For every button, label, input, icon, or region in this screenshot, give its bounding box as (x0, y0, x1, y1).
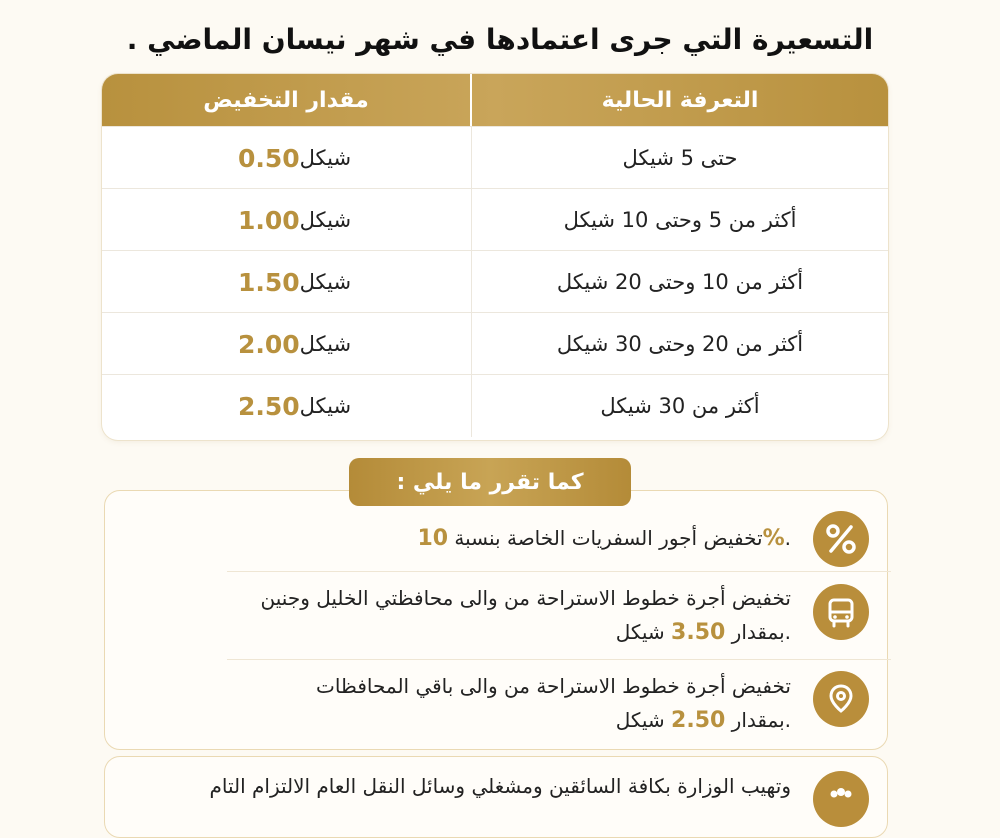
decision-text: بمقدار (725, 620, 785, 644)
column-header-reduction: مقدار التخفيض (203, 87, 369, 113)
decision-text-end: . (784, 526, 791, 550)
column-header-current-fare: التعرفة الحالية (470, 74, 888, 126)
reduction-amount: 2.00 (237, 329, 300, 359)
group-icon (813, 771, 869, 827)
currency-unit: شيكل (299, 270, 352, 294)
currency-unit: شيكل (299, 394, 352, 418)
table-row (102, 374, 888, 437)
current-fare-cell: أكثر من 5 وحتى 10 شيكل (471, 189, 888, 251)
table-header (102, 74, 888, 126)
reduction-cell (102, 313, 471, 375)
table-row (102, 188, 888, 251)
current-fare-cell: حتى 5 شيكل (471, 127, 888, 189)
decision-highlight: 10% (417, 526, 785, 551)
reduction-cell (102, 375, 471, 437)
currency-unit: شيكل (299, 146, 352, 170)
decisions-box (104, 490, 888, 750)
decision-line (261, 615, 791, 650)
section-title: كما تقرر ما يلي : (349, 458, 631, 506)
notice-box (104, 756, 888, 838)
reduction-cell (102, 251, 471, 313)
reduction-amount: 2.50 (237, 391, 300, 421)
reduction-cell (102, 127, 471, 189)
reduction-amount: 1.00 (237, 205, 300, 235)
decision-text-end: شيكل. (615, 708, 791, 732)
divider (227, 571, 891, 572)
fare-reduction-table (102, 74, 888, 440)
reduction-amount: 1.50 (237, 267, 300, 297)
current-fare-cell: أكثر من 20 وحتى 30 شيكل (471, 313, 888, 375)
page-heading: التسعيرة التي جرى اعتمادها في شهر نيسان الماضي . (126, 23, 874, 56)
decision-highlight: 2.50 (671, 708, 726, 733)
table-row (102, 126, 888, 189)
reduction-amount: 0.50 (237, 143, 300, 173)
decision-line: تخفيض أجرة خطوط الاستراحة من والى محافظتي الخليل وجنين (260, 586, 791, 610)
currency-unit: شيكل (299, 208, 352, 232)
current-fare-cell: أكثر من 10 وحتى 20 شيكل (471, 251, 888, 313)
current-fare-cell: أكثر من 30 شيكل (471, 375, 888, 437)
divider (227, 659, 891, 660)
decision-line (316, 703, 791, 738)
reduction-cell (102, 189, 471, 251)
decision-text: تخفيض أجور السفريات الخاصة بنسبة (448, 526, 763, 550)
decision-line: تخفيض أجرة خطوط الاستراحة من والى باقي المحافظات (315, 674, 791, 698)
currency-unit: شيكل (299, 332, 352, 356)
bus-icon (813, 584, 869, 640)
decision-item-text (417, 521, 791, 556)
notice-text: وتهيب الوزارة بكافة السائقين ومشغلي وسائل النقل العام الالتزام التام (209, 774, 791, 798)
table-row (102, 312, 888, 375)
decision-item-text (316, 669, 791, 738)
table-row (102, 250, 888, 313)
decision-highlight: 3.50 (671, 620, 726, 645)
percent-icon (813, 511, 869, 567)
decision-text-end: شيكل. (615, 620, 791, 644)
location-pin-icon (813, 671, 869, 727)
decision-item-text (261, 581, 791, 650)
decision-text: بمقدار (725, 708, 785, 732)
